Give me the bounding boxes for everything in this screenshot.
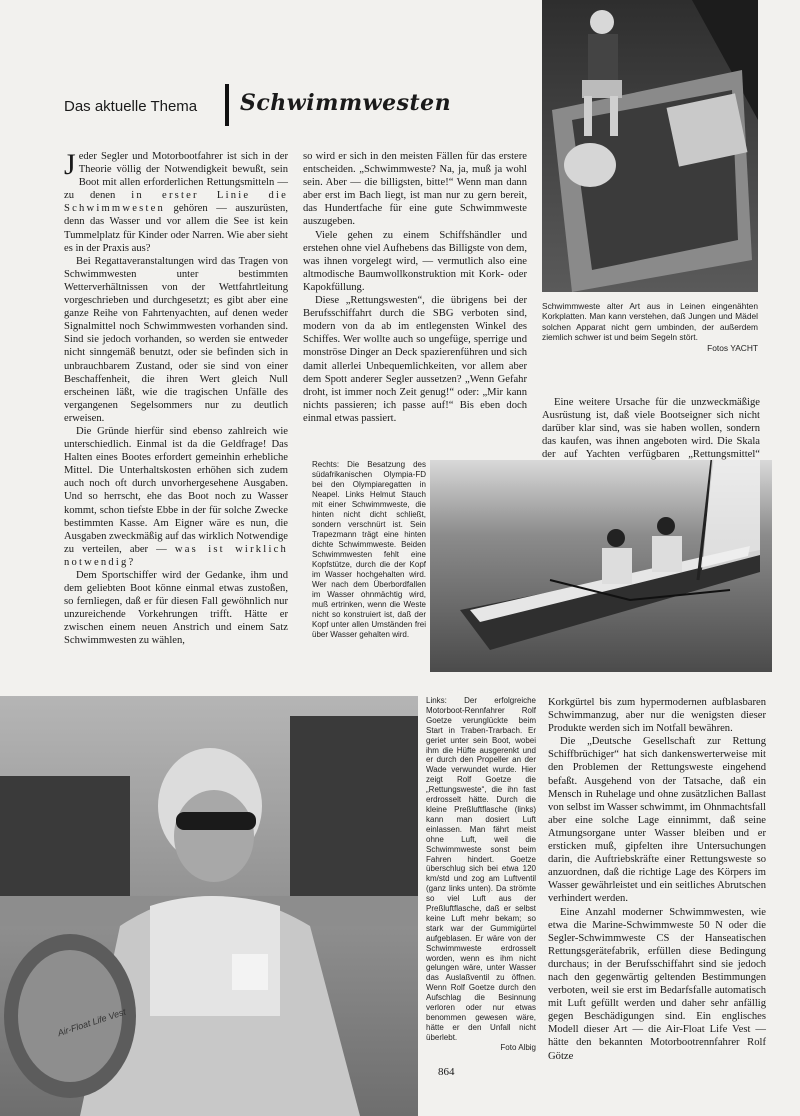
- photo-olympia-fd-image: [430, 460, 772, 672]
- caption-middle-text: Rechts: Die Besatzung des südafrikanischen Olympia-FD bei den Olympiaregatten in Neapel. Links Helmut Stauch mit einer Schwimmweste, die hinten nicht dicht schließt, sondern verschnürt ist. Sein Trapezmann trägt eine hinten dichte Schwimmweste. Beiden Schwimmwesten fehlt eine Kopfstütze, durch die der Kopf im Wasser hochgehalten wird. Wer nach dem Überbordfallen im Wasser ohnmächtig wird, muß ertrinken, wenn die Weste nicht so konstruiert ist, daß der Kopf unter allen Umständen frei über Wasser gehalten wird.: [312, 460, 426, 639]
- header-divider: [225, 84, 229, 126]
- photo-dinghy-boy: [542, 0, 758, 292]
- paragraph: [64, 425, 288, 569]
- caption-bottom: [426, 696, 536, 1053]
- paragraph: so wird er sich in den meisten Fällen für das erstere entscheiden. „Schwimmweste? Na, ja, muß ja wohl sein. Aber — die billigsten, bitte!“ Wenn man dann aber erst im Bach liegt, ist man nur zu gern bereit, das Hundertfache für eine gute Schwimmweste auszugeben.: [303, 151, 527, 228]
- caption-top-right-text: Schwimmweste alter Art aus in Leinen eingenähten Korkplatten. Man kann verstehen, daß Jungen und Mädel solchen Apparat nicht gern umbinden, der außerdem ziemlich schwer ist und beim Segeln stört.: [542, 301, 758, 343]
- photo-rolf-goetze-image: [0, 696, 418, 1116]
- vest-print-text: Air-Float Life Vest: [56, 1006, 128, 1039]
- caption-top-right-credit: Fotos YACHT: [707, 342, 758, 353]
- page-number: 864: [438, 1066, 455, 1078]
- paragraph: [64, 150, 288, 255]
- section-kicker: Das aktuelle Thema: [64, 98, 198, 115]
- paragraph: Eine Anzahl moderner Schwimmwesten, wie etwa die Marine-Schwimmweste 50 N oder die Segler-Schwimmweste CS der Hanseatischen Rettungsgerätefabrik, erfüllen diese Bedingung durchaus; in der Berufsschiffahrt sind sie jedoch nach den gegenwärtig geltenden Bestimmungen verboten, weil sie erst im Bedarfsfalle automatisch mit Luft gefüllt werden und daher sehr anfällig gegen Beschädigungen sind. Ein englisches Modell dieser Art — die Air-Float Life Vest — hätte den bekannten Motorbootrennfahrer Rolf Götze: [548, 906, 766, 1062]
- paragraph: Eine weitere Ursache für die unzweckmäßige Ausrüstung ist, daß viele Bootseigner sich nicht darüber klar sind, was sie haben wollen, sondern das kaufen, was ihnen angeboten wird. Die Skala der auf Yachten verfügbaren „Rettungsmittel“: [542, 397, 760, 461]
- caption-middle: [312, 460, 426, 640]
- emphasis: was ist wirklich notwendig?: [64, 543, 288, 568]
- article-column-1: [64, 150, 288, 648]
- emphasis: in erster Linie die Schwimmwesten: [64, 190, 289, 215]
- paragraph: Die „Deutsche Gesellschaft zur Rettung Schiffbrüchiger“ hat sich dankenswerterweise mit den Problemen der Rettungsweste eingehend befaßt. Ausgehend von der Tatsache, daß ein Mensch in Ruhelage und ohne zusätzlichen Ballast von selbst im Wasser schwimmt, im Ohnmachtsfall aber eine solche Lage einnimmt, daß seine Atmungsorgane unter Wasser bleiben und er ersticken muß, gipfelten ihre Untersuchungen darin, die Auftriebskräfte einer Rettungsweste so anzuordnen, daß die richtige Lage des Körpers im Wasser gewährleistet und ein seitliches Abrutschen verhindert werden.: [548, 736, 766, 905]
- photo-rolf-goetze: [0, 696, 418, 1116]
- text: gehören — auszurüsten, denn das Wasser und vor allem die See ist kein Tummelplatz für Kinder oder Narren. Wie aber sieht es in der Praxis aus?: [64, 203, 288, 254]
- photo-dinghy-boy-image: [542, 0, 758, 292]
- paragraph: Dem Sportschiffer wird der Gedanke, ihm und dem geliebten Boot könne einmal etwas zustoßen, so fernliegen, daß er für diesen Fall gewöhnlich nur unzureichende Vorkehrungen trifft. Hätte er zwischen einem neuen Anstrich und einem Satz Schwimmwesten zu wählen,: [64, 570, 288, 647]
- text: eder Segler und Motorbootfahrer ist sich in der Theorie völlig der Notwendigkeit bewußt, sein Boot mit allen erforderlichen Rettungsmitteln — zu denen: [64, 151, 288, 202]
- paragraph: Bei Regattaveranstaltungen wird das Tragen von Schwimmwesten unter bestimmten Wetterverhältnissen von der Wettfahrtleitung vorgeschrieben und durchgesetzt; es gibt aber eine ganze Reihe von Fahrtenyachten, auf denen weder Signalmittel noch Schwimmwesten vorhanden sind. Sind sie jedoch vorhanden, so werden sie entweder nicht sinngemäß benutzt, oder sie befinden sich in unbrauchbarem Zustand, oder sie sind von einer Beschaffenheit, die ihren Wert gleich Null erscheinen läßt, wie die tragischen Unfälle des vergangenen Segelsommers nur zu deutlich erweisen.: [64, 255, 288, 424]
- article-column-3-bottom: [548, 696, 766, 1063]
- drop-cap: J: [64, 148, 76, 181]
- paragraph: Viele gehen zu einem Schiffshändler und erstehen ohne viel Aufhebens das Billigste von dem, was ihnen vorgelegt wird, — vermutlich also eine altmodische Baumwollkonstruktion mit Kork- oder Kapokfüllung.: [303, 229, 527, 293]
- article-column-2: [303, 150, 527, 425]
- caption-top-right: [542, 301, 758, 353]
- caption-bottom-text: Links: Der erfolgreiche Motorboot-Rennfahrer Rolf Goetze verunglückte beim Start in Traben-Trarbach. Er geriet unter sein Boot, wobei ihm die Hüfte ausgerenkt und er durch den Propeller an der Wade verwundet wurde. Hier zeigt Rolf Goetze die „Rettungsweste“, die ihn fast erdrosselt hätte. Durch die kleine Preßluftflasche (links) kann man dosiert Luft einlassen. Man fährt meist ohne Luft, weil die Schwimmweste sonst beim Fahren hindert. Goetze überschlug sich bei etwa 120 km/std und zog am Luftventil (ganz links unten). Da strömte so viel Luft aus der Preßluftflasche, daß er selbst keine Luft mehr bekam; so stark war der Gummigürtel aufgeblasen. Er wäre von der Schwimmweste erdrosselt worden, wenn es ihm nicht gelungen wäre, unter Wasser das Auslaßventil zu öffnen. Wenn Rolf Goetze durch den Aufschlag die Besinnung verloren oder nur etwas benommen gewesen wäre, hätte er den Unfall nicht überlebt.: [426, 696, 536, 1042]
- paragraph: Korkgürtel bis zum hypermodernen aufblasbaren Schwimmanzug, aber nur die wenigsten dieser Produkte werden sich im Notfall bewähren.: [548, 697, 766, 735]
- text: Die Gründe hierfür sind ebenso zahlreich wie unterschiedlich. Einmal ist da die Geldfrage! Das Halten eines Bootes erfordert gemeinhin erhebliche Mittel. Die Unterhaltskosten erhöhen sich zudem auch noch oft durch unvorhergesehene Ausgaben. Und so herrscht, ehe das Boot noch zu Wasser kommt, schon tiefste Ebbe in der für solche Zwecke bestimmten Kasse. Am Eigner wäre es nun, die Ausgaben zweckmäßig auf das wirklich Notwendige zu verteilen, aber —: [64, 425, 288, 555]
- paragraph: Diese „Rettungswesten“, die übrigens bei der Berufsschiffahrt durch die SBG verboten sind, modern von da ab im entlegensten Winkel des Schiffes. Wer wollte auch so ungefüge, sperrige und monströse Dinger an Deck spazierenführen und sich damit allerlei Unbequemlichkeiten, vor allem aber dem Spott anderer Segler aussetzen? „Wenn Gefahr droht, ist immer noch Zeit genug!“ oder: „Mir kann nichts passieren; ich passe auf!“ Bis eben doch einmal etwas passiert.: [303, 295, 527, 424]
- caption-bottom-credit: Foto Albig: [500, 1042, 536, 1052]
- article-title: Schwimmwesten: [240, 90, 452, 116]
- photo-olympia-fd: [430, 460, 772, 672]
